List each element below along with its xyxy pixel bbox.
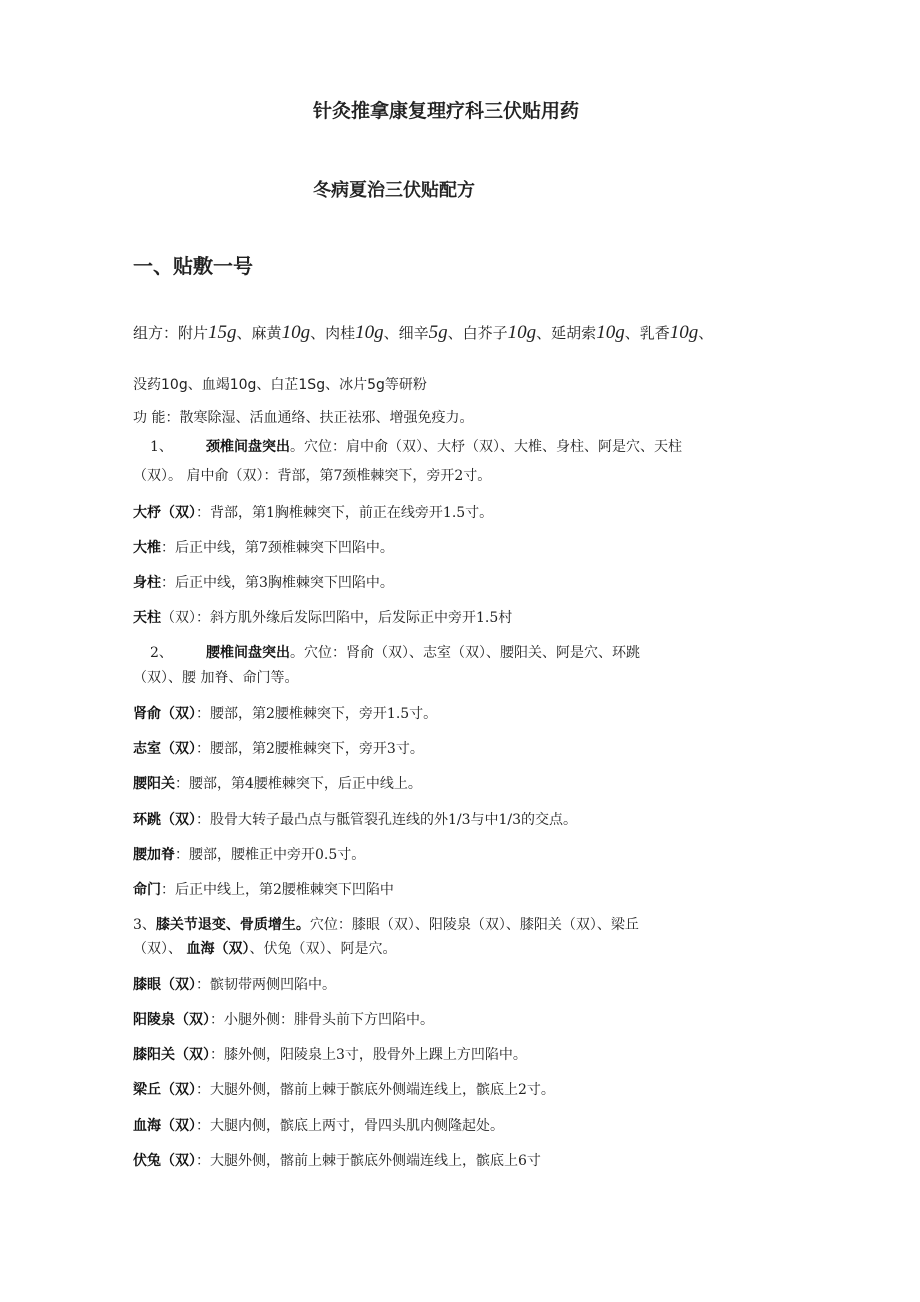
point-line: 腰阳关：腰部，第4腰椎棘突下，后正中线上。	[133, 776, 422, 792]
page-subtitle: 冬病夏治三伏贴配方	[313, 180, 475, 201]
point-line: 伏兔（双）：大腿外侧，髂前上棘于髌底外侧端连线上，髌底上6寸	[133, 1153, 541, 1169]
point-line: 天柱（双）：斜方肌外缘后发际凹陷中，后发际正中旁开1.5村	[133, 610, 513, 626]
point-line: 志室（双）：腰部，第2腰椎棘突下，旁开3寸。	[133, 741, 424, 757]
formula-line-2: 没药10g、血竭10g、白芷1Sg、冰片5g等研粉	[133, 377, 427, 393]
page-title: 针灸推拿康复理疗科三伏贴用药	[313, 100, 580, 122]
formula-line-1	[133, 322, 713, 344]
ingredient: 肉桂10g、	[325, 322, 399, 343]
group-2-heading: 2、 腰椎间盘突出。穴位：肾俞（双）、志室（双）、腰阳关、阿是穴、环跳	[150, 645, 640, 661]
point-line: 腰加脊：腰部，腰椎正中旁开0.5寸。	[133, 847, 366, 863]
point-line: 大杼（双）：背部，第1胸椎棘突下，前正在线旁开1.5寸。	[133, 505, 494, 521]
function-line: 功 能：散寒除湿、活血通络、扶正祛邪、增强免疫力。	[133, 410, 474, 426]
ingredient: 细辛5g、	[398, 322, 463, 343]
point-line: 大椎：后正中线，第7颈椎棘突下凹陷中。	[133, 540, 394, 556]
group-3-heading: 3、膝关节退变、骨质增生。穴位：膝眼（双）、阳陵泉（双）、膝阳关（双）、梁丘	[133, 917, 639, 933]
ingredient: 麻黄10g、	[251, 322, 326, 343]
section-heading: 一、贴敷一号	[133, 254, 253, 278]
ingredient: 附片15g、	[178, 322, 252, 343]
point-line: 肾俞（双）：腰部，第2腰椎棘突下，旁开1.5寸。	[133, 706, 438, 722]
ingredient: 乳香10g、	[639, 322, 714, 343]
ingredient: 白芥子10g、	[462, 322, 552, 343]
point-line: 阳陵泉（双）：小腿外侧：腓骨头前下方凹陷中。	[133, 1012, 434, 1028]
group-1-line-2: （双）。 肩中俞（双）：背部，第7颈椎棘突下，旁开2寸。	[133, 468, 492, 484]
point-line: 身柱：后正中线，第3胸椎棘突下凹陷中。	[133, 575, 394, 591]
group-2-line-2: （双）、腰 加脊、命门等。	[133, 670, 299, 686]
ingredient: 延胡索10g、	[551, 322, 640, 343]
point-line: 血海（双）：大腿内侧，髌底上两寸，骨四头肌内侧隆起处。	[133, 1118, 504, 1134]
point-line: 膝眼（双）：髌韧带两侧凹陷中。	[133, 977, 336, 993]
point-line: 命门：后正中线上，第2腰椎棘突下凹陷中	[133, 882, 394, 898]
point-line: 环跳（双）：股骨大转子最凸点与骶管裂孔连线的外1/3与中1/3的交点。	[133, 812, 578, 828]
group-1-heading: 1、 颈椎间盘突出。穴位：肩中俞（双）、大杼（双）、大椎、身柱、阿是穴、天柱	[150, 439, 682, 455]
point-line: 梁丘（双）：大腿外侧，髂前上棘于髌底外侧端连线上，髌底上2寸。	[133, 1082, 555, 1098]
point-line: 膝阳关（双）：膝外侧，阳陵泉上3寸，股骨外上踝上方凹陷中。	[133, 1047, 527, 1063]
group-3-line-2: （双）、 血海（双）、伏兔（双）、阿是穴。	[133, 941, 397, 957]
formula-label: 组方：	[133, 324, 179, 342]
